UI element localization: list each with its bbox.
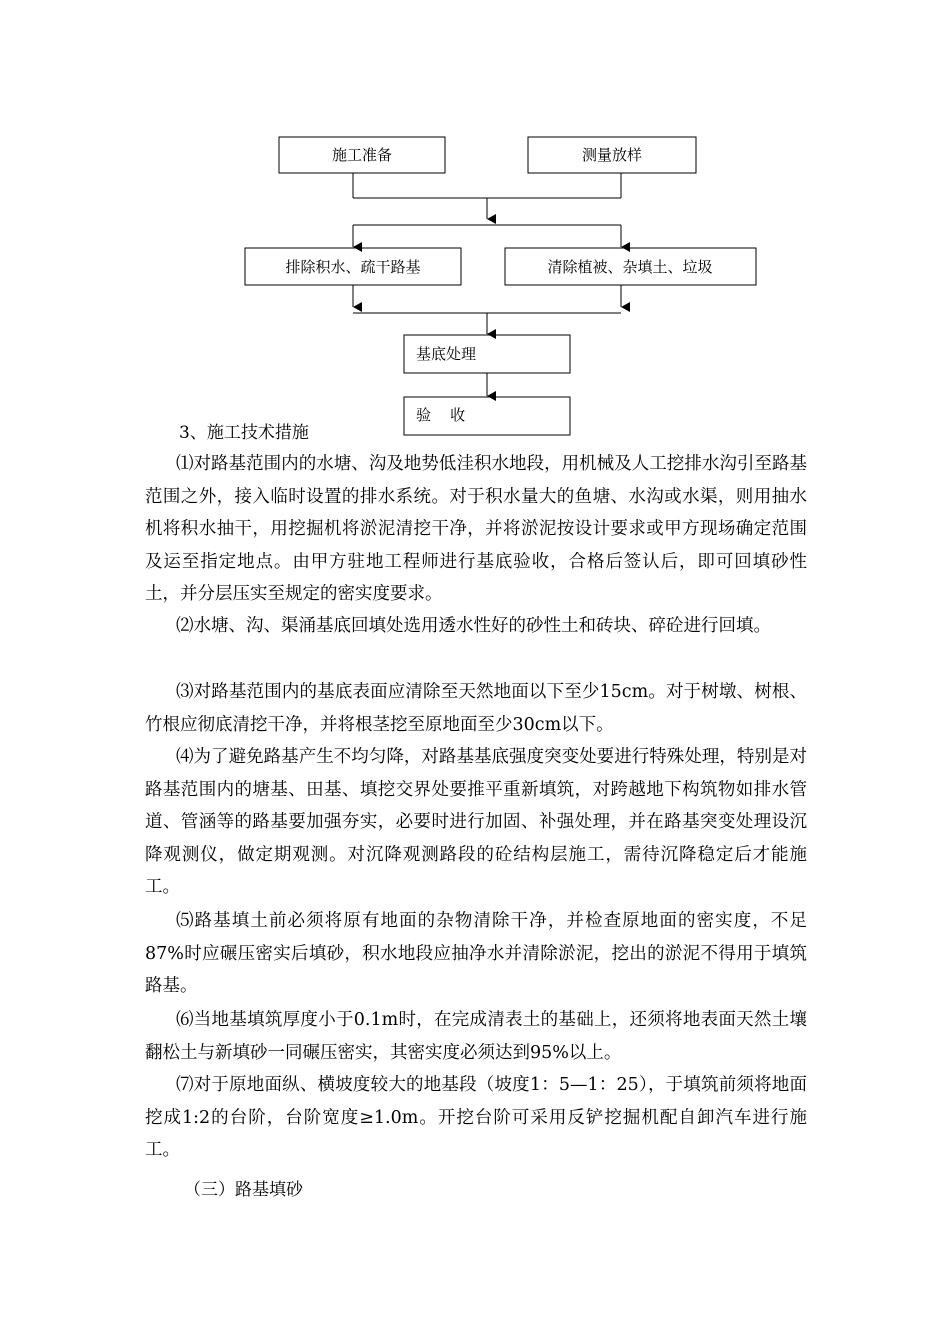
box-prep-label: 施工准备	[331, 146, 393, 164]
box-base-label: 基底处理	[416, 345, 477, 363]
paragraph-7: ⑺对于原地面纵、横坡度较大的地基段（坡度1：5—1：25），于填筑前须将地面挖成1:2的台阶，台阶宽度≥1.0m。开挖台阶可采用反铲挖掘机配自卸汽车进行施工。	[145, 1075, 807, 1160]
subsection-heading: （三）路基填砂	[184, 1180, 303, 1200]
box-survey-label: 测量放样	[581, 146, 643, 164]
paragraph-1: ⑴对路基范围内的水塘、沟及地势低洼积水地段，用机械及人工挖排水沟引至路基范围之外，接入临时设置的排水系统。对于积水量大的鱼塘、水沟或水渠，则用抽水机将积水抽干，用挖掘机将淤泥清挖干净，并将淤泥按设计要求或甲方现场确定范围及运至指定地点。由甲方驻地工程师进行基底验收，合格后签认后，即可回填砂性土，并分层压实至规定的密实度要求。	[145, 454, 807, 604]
paragraph-2: ⑵水塘、沟、渠涌基底回填处选用透水性好的砂性土和砖块、碎砼进行回填。	[176, 616, 771, 636]
construction-flowchart	[0, 0, 950, 450]
box-clear-label: 清除植被、杂填土、垃圾	[547, 258, 713, 276]
section-heading: 3、施工技术措施	[179, 423, 309, 443]
paragraph-3: ⑶对路基范围内的基底表面应清除至天然地面以下至少15cm。对于树墩、树根、竹根应彻底清挖干净，并将根茎挖至原地面至少30cm以下。	[145, 682, 807, 735]
box-check-label: 验 收	[416, 406, 466, 424]
paragraph-6: ⑹当地基填筑厚度小于0.1m时，在完成清表土的基础上，还须将地表面天然土壤翻松土与新填砂一同碾压密实，其密实度必须达到95%以上。	[145, 1010, 807, 1063]
paragraph-5: ⑸路基填土前必须将原有地面的杂物清除干净，并检查原地面的密实度，不足87%时应碾压密实后填砂，积水地段应抽净水并清除淤泥，挖出的淤泥不得用于填筑路基。	[145, 911, 807, 996]
box-drain-label: 排除积水、疏干路基	[285, 258, 421, 276]
paragraph-4: ⑷为了避免路基产生不均匀降，对路基基底强度突变处要进行特殊处理，特别是对路基范围内的塘基、田基、填挖交界处要推平重新填筑，对跨越地下构筑物如排水管道、管涵等的路基要加强夯实，必要时进行加固、补强处理，并在路基突变处理设沉降观测仪，做定期观测。对沉降观测路段的砼结构层施工，需待沉降稳定后才能施工。	[145, 747, 807, 897]
